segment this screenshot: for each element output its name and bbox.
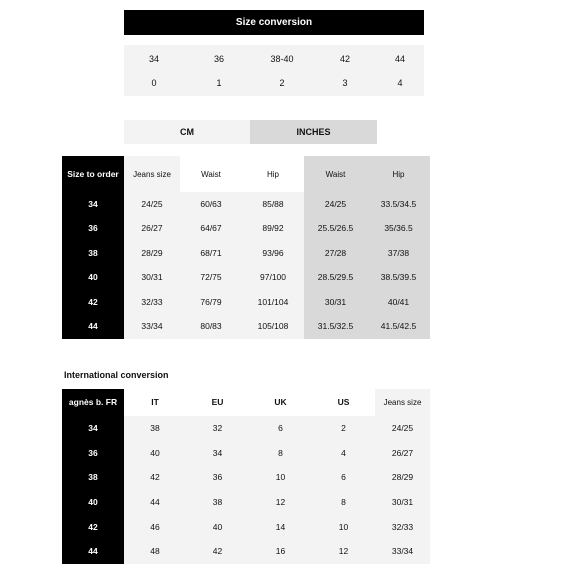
cell-hip-inches: 33.5/34.5 — [367, 192, 430, 217]
table-row — [62, 266, 430, 291]
cell-waist-cm: 64/67 — [180, 217, 242, 242]
header-uk: UK — [249, 389, 312, 416]
cell-uk: 8 — [249, 441, 312, 466]
cell-hip-inches: 37/38 — [367, 241, 430, 266]
header-hip-inches: Hip — [367, 156, 430, 192]
cell-eu: 40 — [186, 515, 249, 540]
cell-eu: 42 — [186, 539, 249, 564]
cell-waist-cm: 68/71 — [180, 241, 242, 266]
row-size: 40 — [62, 266, 124, 291]
size-number: 0 — [151, 78, 157, 88]
header-size-to-order: Size to order — [62, 156, 124, 192]
cell-hip-inches: 38.5/39.5 — [367, 266, 430, 291]
cell-jeans-size: 33/34 — [375, 539, 430, 564]
cell-us: 6 — [312, 465, 375, 490]
cell-hip-cm: 105/108 — [242, 315, 304, 340]
row-size: 40 — [62, 490, 124, 515]
cell-it: 42 — [124, 465, 186, 490]
size-value: 36 — [213, 54, 224, 64]
cell-hip-cm: 85/88 — [242, 192, 304, 217]
table-row — [62, 290, 430, 315]
cell-hip-cm: 89/92 — [242, 217, 304, 242]
cell-waist-inches: 27/28 — [304, 241, 367, 266]
cell-waist-inches: 25.5/26.5 — [304, 217, 367, 242]
cell-eu: 34 — [186, 441, 249, 466]
size-conversion-title: Size conversion — [124, 10, 424, 35]
header-waist-cm: Waist — [180, 156, 242, 192]
row-size: 38 — [62, 465, 124, 490]
header-eu: EU — [186, 389, 249, 416]
cell-it: 46 — [124, 515, 186, 540]
size-number: 2 — [279, 78, 285, 88]
table-row — [62, 217, 430, 242]
table-row — [62, 192, 430, 217]
header-it: IT — [124, 389, 186, 416]
table-header-row — [62, 389, 430, 416]
cell-jeans-size: 30/31 — [375, 490, 430, 515]
table-row — [62, 241, 430, 266]
row-size: 44 — [62, 315, 124, 340]
cell-us: 12 — [312, 539, 375, 564]
cell-hip-cm: 101/104 — [242, 290, 304, 315]
header-hip-cm: Hip — [242, 156, 304, 192]
table-row — [62, 441, 430, 466]
size-number: 1 — [216, 78, 222, 88]
row-size: 44 — [62, 539, 124, 564]
cell-jeans-size: 24/25 — [375, 416, 430, 441]
cell-waist-inches: 28.5/29.5 — [304, 266, 367, 291]
size-number: 4 — [397, 78, 403, 88]
cell-it: 38 — [124, 416, 186, 441]
cell-hip-cm: 93/96 — [242, 241, 304, 266]
cell-us: 2 — [312, 416, 375, 441]
table-row — [62, 315, 430, 340]
cell-us: 8 — [312, 490, 375, 515]
table-row — [62, 416, 430, 441]
cell-it: 40 — [124, 441, 186, 466]
row-size: 42 — [62, 515, 124, 540]
header-waist-inches: Waist — [304, 156, 367, 192]
tab-inches[interactable]: INCHES — [250, 120, 377, 144]
table-row — [62, 539, 430, 564]
table-row — [62, 490, 430, 515]
cell-waist-inches: 31.5/32.5 — [304, 315, 367, 340]
cell-jeans-size: 28/29 — [375, 465, 430, 490]
size-conversion-grid — [124, 45, 424, 96]
size-value: 42 — [339, 54, 350, 64]
cell-hip-cm: 97/100 — [242, 266, 304, 291]
cell-jeans-size: 28/29 — [124, 241, 180, 266]
cell-uk: 6 — [249, 416, 312, 441]
cell-uk: 16 — [249, 539, 312, 564]
table-row — [62, 465, 430, 490]
cell-it: 48 — [124, 539, 186, 564]
cell-jeans-size: 32/33 — [124, 290, 180, 315]
international-conversion-table — [62, 389, 430, 564]
row-size: 36 — [62, 441, 124, 466]
cell-jeans-size: 32/33 — [375, 515, 430, 540]
table-row — [62, 515, 430, 540]
cell-hip-inches: 40/41 — [367, 290, 430, 315]
cell-uk: 14 — [249, 515, 312, 540]
tab-cm[interactable]: CM — [124, 120, 250, 144]
cell-jeans-size: 33/34 — [124, 315, 180, 340]
size-value: 44 — [394, 54, 405, 64]
header-jeans-size: Jeans size — [124, 156, 180, 192]
size-value: 38-40 — [270, 54, 294, 64]
cell-us: 10 — [312, 515, 375, 540]
cell-eu: 32 — [186, 416, 249, 441]
cell-jeans-size: 24/25 — [124, 192, 180, 217]
row-size: 42 — [62, 290, 124, 315]
cell-uk: 10 — [249, 465, 312, 490]
cell-us: 4 — [312, 441, 375, 466]
size-value: 34 — [148, 54, 159, 64]
cell-waist-inches: 24/25 — [304, 192, 367, 217]
cell-waist-cm: 76/79 — [180, 290, 242, 315]
cell-waist-cm: 80/83 — [180, 315, 242, 340]
cell-waist-cm: 60/63 — [180, 192, 242, 217]
cell-waist-inches: 30/31 — [304, 290, 367, 315]
row-size: 38 — [62, 241, 124, 266]
header-agnes-b-fr: agnès b. FR — [62, 389, 124, 416]
cell-waist-cm: 72/75 — [180, 266, 242, 291]
row-size: 34 — [62, 416, 124, 441]
table-header-row — [62, 156, 430, 192]
cell-uk: 12 — [249, 490, 312, 515]
header-us: US — [312, 389, 375, 416]
header-jeans-size: Jeans size — [375, 389, 430, 416]
cell-hip-inches: 35/36.5 — [367, 217, 430, 242]
cell-jeans-size: 30/31 — [124, 266, 180, 291]
cell-it: 44 — [124, 490, 186, 515]
size-number: 3 — [342, 78, 348, 88]
cell-hip-inches: 41.5/42.5 — [367, 315, 430, 340]
cell-eu: 36 — [186, 465, 249, 490]
cell-jeans-size: 26/27 — [375, 441, 430, 466]
cell-jeans-size: 26/27 — [124, 217, 180, 242]
measurements-table — [62, 156, 430, 339]
international-conversion-title: International conversion — [64, 370, 169, 380]
row-size: 34 — [62, 192, 124, 217]
row-size: 36 — [62, 217, 124, 242]
cell-eu: 38 — [186, 490, 249, 515]
